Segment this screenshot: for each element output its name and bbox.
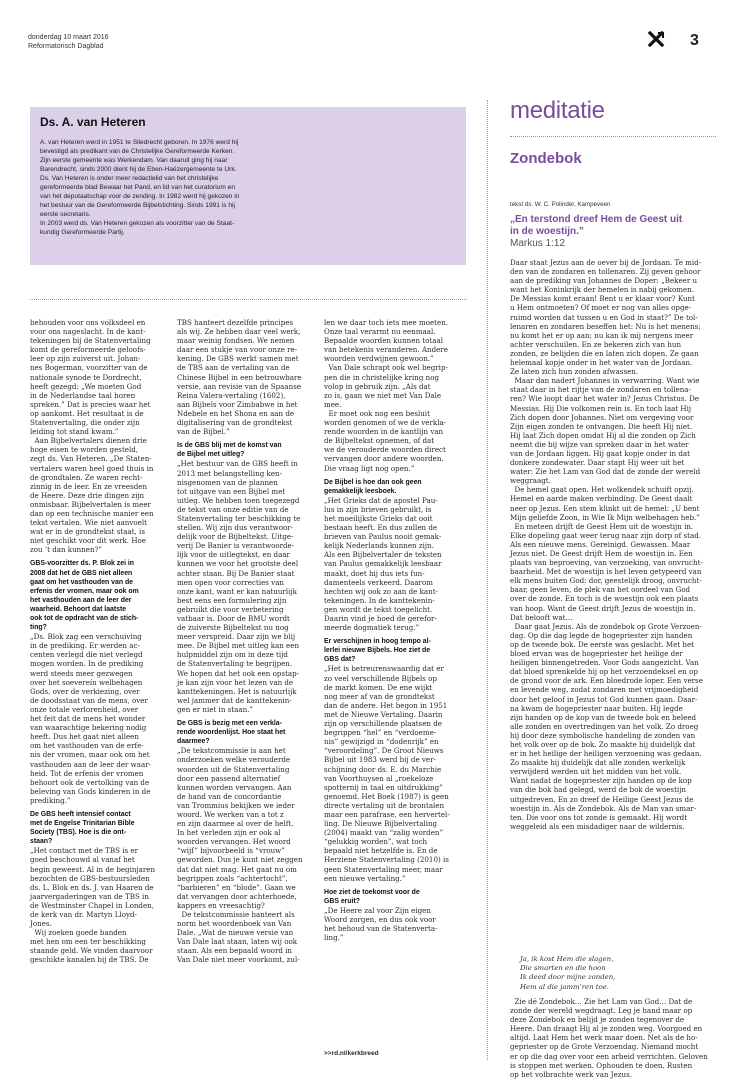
paragraph: Wij zoeken goede banden met hen om een ter beschikking staande geld. We vinden daarvoor geschikte kanalen bij de TBS. De [30,928,153,965]
meditation-title: Zondebok [510,150,582,167]
paragraph: „Het contact met de TBS is er goed beschouwd al vanaf het begin geweest. Al in de beginjaren bezochten de GBS-bestuursleden ds. L. Blok en ds. J. van Haaren de jaarvergaderingen van de TBS in de Westminster Chapel in Londen, de kerk van dr. Martyn Lloyd- Jones. [30,846,156,929]
issue-date: donderdag 10 maart 2016 [28,34,109,41]
meditation-divider [510,136,716,137]
paragraph: „De tekstcommissie is aan het onderzoeken welke verouderde woorden uit de Statenvertaling door een passend alternatief kunnen worden vervangen. Aan de hand van de concordantie van Trommius bekijken we ieder woord. We werken van a tot z en zijn daarmee al over de helft. In het verleden zijn er ook al woorden vervangen. Het woord “wijf” bijvoorbeeld is “vrouw” geworden. Dus je kunt niet zeggen dat dat niet mag. Het gaat nu om begrippen zoals “achtertocht”, “barbieren” en “blode”. Gaan we dat vervangen door achterhoede, kappers en vreesachtig? [177,746,303,910]
bio-text: A. van Heteren werd in 1951 te Sliedrecht geboren. In 1976 werd hij bevestigd als predikant van de Christelijke Gereformeerde Kerken. Zijn eerste gemeente was Werkendam. Van daaruit ging hij naar Barendrecht, sinds 2000 dient hij de Eben-Haëzergemeente te Urk. Ds. Van Heteren is onder meer redactielid van het christelijke gereformeerde blad Bewaar het Pand, en lid van het curatorium en van het deputaatschap voor de zending. In 1982 werd hij gekozen in het bestuur van de Gereformeerde Bijbelstichting. Sinds 1991 is hij eerste secretaris. In 2003 werd ds. Van Heteren gekozen als voorzitter van de Staat- kundig Gereformeerde Partij. [40,139,240,236]
section-divider [30,299,467,300]
section-label: meditatie [510,97,605,124]
interview-question: Hoe ziet de toekomst voor de GBS eruit? [324,888,420,905]
paragraph: behouden voor ons volksdeel en voor ons nageslacht. In de kant- tekeningen bij de Statenvertaling komt de gereformeerde geloofs- leer op zijn zuiverst uit. Johan- nes Bogerman, voorzitter van de nationale synode te Dordrecht, heeft gezegd: „We moeten God in de Nederlandse taal horen spreken.” Dat is precies waar het op aankomt. Het resultaat is de Statenvertaling, die onder zijn leiding tot stand kwam.” [30,318,151,437]
bio-title: Ds. A. van Heteren [40,115,146,129]
paragraph: Van Dale schrapt ook wel begrip- pen die in christelijke kring nog volop in gebruik zijn. „Als dat zo is, gaan we niet met Van Dale mee. [324,363,448,409]
page-number: 3 [690,32,699,49]
paragraph: TBS hanteert dezelfde principes als wij. Ze hebben daar veel werk, maar weinig fondsen. We nemen daar een stukje van voor onze re- kening. De GBS werkt samen met de TBS aan de vertaling van de Chinese Bijbel in een betrouwbare versie, aan revisie van de Spaanse Reina Valera-vertaling (1602), aan Bijbels voor Zimbabwe in het Ndebele en het Shona en aan de digitalisering van de grondtekst van de Bijbel.” [177,318,302,437]
paragraph: „Het is betreurenswaardig dat er zo veel verschillende Bijbels op de markt komen. De ene wijkt nog meer af van de grondtekst dan de andere. Het begon in 1951 met de Nieuwe Vertaling. Daarin zijn op verschillende plaatsen de begrippen “hel” en “verdoeme- nis” gewijzigd in “dodenrijk” en “veroordeling”. De Groot Nieuws Bijbel uit 1983 werd bij de ver- schijning door ds. E. du Marchie van Voorthuysen al „roekeloze spotternij in taal en uitdrukking” genoemd. Het Boek (1987) is geen directe vertaling uit de brontalen maar een parafrase, een hervertel- ling. De Nieuwe Bijbelvertaling (2004) maakt van “zalig worden” “gelukkig worden”, wat toch bepaald niet hetzelfde is. En de Herziene Statenvertaling (2010) is geen Statenvertaling meer, maar een nieuwe vertaling.” [324,664,450,883]
source-link[interactable]: >>rd.nl/kerkbreed [324,1050,379,1057]
paragraph: Aan Bijbelvertalers dienen drie hoge eisen te worden gesteld, zegt ds. Van Heteren. „De Staten- vertalers waren heel goed thuis in de grondtalen. Ze waren recht- zinnig in de leer. En ze vreesden de Heere. Deze drie dingen zijn onmisbaar. Bijbelvertalen is meer dan op een technische manier een tekst vertalen. Wie niet aanvoelt wat er in de grondtekst staat, is niet geschikt voor dit werk. Hoe zou ’t dan kunnen?” [30,436,154,555]
newspaper-logo-icon [648,31,664,47]
paragraph: De hemel gaat open. Het wolkendek schuift opzij. Hemel en aarde maken verbinding. De Geest daalt neer op Jezus. Een stem klinkt uit de hemel: „U bent Mijn geliefde Zoon, in Wie Ik Mijn welbehagen heb.” [510,485,700,522]
paragraph: Zie dé Zondebok… Zie het Lam van God… Dat de zonde der wereld wegdraagt. Leg je hand maar op deze Zondebok en belijd je zonden tegenover de Heere. Dan draagt Hij al je zonden weg. Voorgoed en altijd. Laat Hem het werk maar doen. Net als de ho- gepriester op de Grote Verzoendag. Niemand mocht er op die dag over voor een arbeid verrichten. Geloven is stoppen met werken. Ophouden te doen. Rusten op het volbrachte werk van Jezus. [510,997,708,1079]
paragraph: „Het bestuur van de GBS heeft in 2013 met belangstelling ken- nisgenomen van de plannen tot uitgave van een Bijbel met uitleg. We hebben toen toegezegd de tekst van onze editie van de Statenvertaling ter beschikking te stellen. Wij zijn dus verantwoor- delijk voor de Bijbeltekst. Uitge- verij De Banier is verantwoorde- lijk voor de uitlegtekst, en daar kunnen we voor het grootste deel achter staan. Bij De Banier staat men open voor correcties van onze kant, want er kan natuurlijk best eens een formulering zijn gebruikt die voor verbetering vatbaar is. Door de BMU wordt de zuiverste Bijbeltekst nu nog meer verspreid. Daar zijn we blij mee. De Bijbel met uitleg kan een hulpmiddel zijn om in deze tijd de Statenvertaling te begrijpen. We hopen dat het ook een opstap- je kan zijn voor het lezen van de kanttekeningen. Het is natuurlijk wel jammer dat de kanttekenin- gen er niet in staan.” [177,459,301,714]
interview-question: Er verschijnen in hoog tempo al- lerlei nieuwe Bijbels. Hoe ziet de GBS dat? [324,638,431,664]
meditation-author: tekst ds. W. C. Polinder, Kampeveen [510,201,611,208]
paragraph: En meteen drijft de Geest Hem uit de woestijn in. Elke dopeling gaat weer terug naar zijn dorp of stad. Als een nieuwe mens. Gereinigd. Gewassen. Maar Jezus niet. De Geest drijft Hem de woestijn in. Een plaats van beproeving, van verzoeking, van onvrucht- baarheid. Met de woestijn is het leven getypeerd van elk mens buiten God: dor, geestelijk droog, onvrucht- baar, geen leven, de plek van het oordeel van God over de zonde. En toch is de woestijn ook een plaats van hoop. Want de Geest drijft Jezus de woestijn in. Dat belooft wat… [510,521,703,622]
paragraph: „Het Grieks dat de apostel Pau- lus in zijn brieven gebruikt, is het moeilijkste Grieks dat ooit bestaan heeft. En dus zullen de brieven van Paulus nooit gemak- kelijk Nederlands kunnen zijn. Als een Bijbelvertaler de teksten van Paulus gemakkelijk leesbaar maakt, doet hij dus iets fun- damenteels verkeerd. Daarom hechten wij ook zo aan de kant- tekeningen. In de kanttekenin- gen wordt de tekst toegelicht. Daarin vind je hoed de gerefor- meerde dogmatiek terug.” [324,495,442,633]
newspaper-name: Reformatorisch Dagblad [28,43,104,50]
paragraph: len we daar toch iets mee moeten. Onze taal verarmt nu eenmaal. Bepaalde woorden kunnen totaal van betekenis veranderen. Andere woorden verdwijnen gewoon.” [324,318,449,364]
meditation-reference: Markus 1:12 [510,238,566,249]
interview-question: Is de GBS blij met de komst van de Bijbel met uitleg? [177,442,282,459]
article-column-2 [177,318,317,1058]
meditation-quote: „En terstond dreef Hem de Geest uit in de woestijn.” [510,214,683,237]
interview-question: De Bijbel is hoe dan ook geen gemakkelijk leesboek. [324,478,422,495]
paragraph: Er moet ook nog een besluit worden genomen of we de verkla- rende woorden in de kantlijn van de Bijbeltekst opnemen, of dat we de verouderde woorden direct vervangen door andere woorden. Die vraag ligt nog open.” [324,408,447,473]
paragraph: Maar dan nadert Johannes in verwarring. Want wie staat daar in het rijtje van de zondaren en tollena- ren? Wie loopt daar het water in? Jezus Christus. De Messias. Hij Die volkomen rein is. En toch laat Hij Zich dopen door Johannes. Niet om vergeving voor Zijn eigen zonden te ontvangen. Die heeft Hij niet. Hij laat Zich dopen omdat Hij al die zonden op Zich neemt die bij wijze van spreken daar in het water van de Jordaan liggen. Hij gaat kopje onder in dat donkere zondewater. Daar stapt Hij weer uit het water: Zie het Lam van God dat de zonde der wereld weggraagt. [510,376,701,486]
paragraph: Daar staat Jezus aan de oever bij de Jordaan. Te mid- den van de zondaren en tollenaren. Zij geven gehoor aan de prediking van Johannes de Doper: „Bekeer u want het Koninkrijk der hemelen is nabij gekomen. De Messias komt eraan! Bent u er klaar voor? Kunt u Hem ontmoeten? Of moet er nog van alles opge- ruimd worden dat tussen u en God in staat?” De tol- lenaren en zondaren beseffen het: Nu is het menens; nu komt het er op aan; nu kan ik mij nergens meer achter verschuilen. En ze bekeren zich van hun zonden, ze belijden die en laten zich dopen. Ze gaan helemaal kopje onder in het water van de Jordaan. Ze laten zich hun zonden afwassen. [510,258,702,377]
paragraph: Daar gaat Jezus. Als de zondebok op Grote Verzoen- dag. Op die dag legde de hogepriester zijn handen op de tweede bok. De eerste was geslacht. Met het bloed ervan was de hogepriester het heilige der heiligen binnengetreden. Voor Gods aangezicht. Van dat bloed sprenkelde hij op het verzoendeksel en op de grond voor de ark. Een bloedrode loper. Een verse en levende weg, zodat zondaren met vrijmoedigheid door het geloof in Jezus tot God kunnen gaan. Daar- na kwam de hogepriester naar buiten. Hij legde zijn handen op de kop van de tweede bok en beleed alle zonden en overtredingen van het volk. Zo droeg hij door deze symbolische handeling de zonden van het volk over op de bok. Zo maakte hij duidelijk dat er in het heilige der heiligen verzoening was gedaan. Zo maakte hij duidelijk dat alle zonden werkelijk verwijderd werden uit het midden van het volk. Want nadat de hogepriester zijn handen op de kop van die bok had gelegd, werd de bok de woestijn uitgedreven. En zo dreef de Heilige Geest Jezus de woestijn in. Als de Zondebok. Als de Man van smar- ten. Die voor ons tot zonde is gemaakt. Hij wordt weggeleid als een misdadiger naar de wildernis. [510,621,703,831]
meditation-poem: Ja, ik kost Hem die slagen, Die smarten en die hoon Ik deed door mijne zonden, Hem al die jamm’ren toe. [520,955,616,991]
masthead-date-block [28,33,109,51]
interview-question: De GBS heeft intensief contact met de Engelse Trinitarian Bible Society (TBS). Hoe is die ont- staan? [30,810,135,846]
interview-question: GBS-voorzitter ds. P. Blok zei in 2008 dat het de GBS niet alleen gaat om het vasthouden van de erfenis der vromen, maar ook om het vasthouden aan de leer der waarheid. Behoort dat laatste ook tot de opdracht van de stich- ting? [30,560,139,632]
paragraph: De tekstcommissie hanteert als norm het woordenboek van Van Dale. „Wat de nieuwe versie van Van Dale laat staan, laten wij ook staan. Als een bepaald woord in Van Dale niet meer voorkomt, zul- [177,910,300,965]
meditation-body-closing [510,997,720,1079]
paragraph: „Ds. Blok zag een verschuiving in de prediking. Er werden ac- centen verlegd die niet verlegd mogen worden. In de prediking werd steeds meer gezwegen over het soevereín welbehagen Gods, over de verkiezing, over de doodsstaat van de mens, over onze totale verlorenheid, over het feit dat de mens het wonder van waarachtige bekering nodig heeft. Dus het gaat niet alleen om het vasthouden van de erfe- nis der vromen, maar ook om het vasthouden aan de leer der waar- heid. Tot de erfenis der vromen behoort ook de vertolking van de beleving van Gods kinderen in de prediking.” [30,632,151,805]
article-column-1 [30,318,170,1058]
paragraph: „De Heere zal voor Zijn eigen Woord zorgen, en dus ook voor het behoud van de Statenverta- ling.” [324,905,438,943]
article-column-3 [324,318,469,1058]
interview-question: De GBS is bezig met een verkla- rende woordenlijst. Hoe staat het daarmee? [177,720,286,746]
meditation-body [510,258,720,948]
column-divider [487,100,488,1060]
